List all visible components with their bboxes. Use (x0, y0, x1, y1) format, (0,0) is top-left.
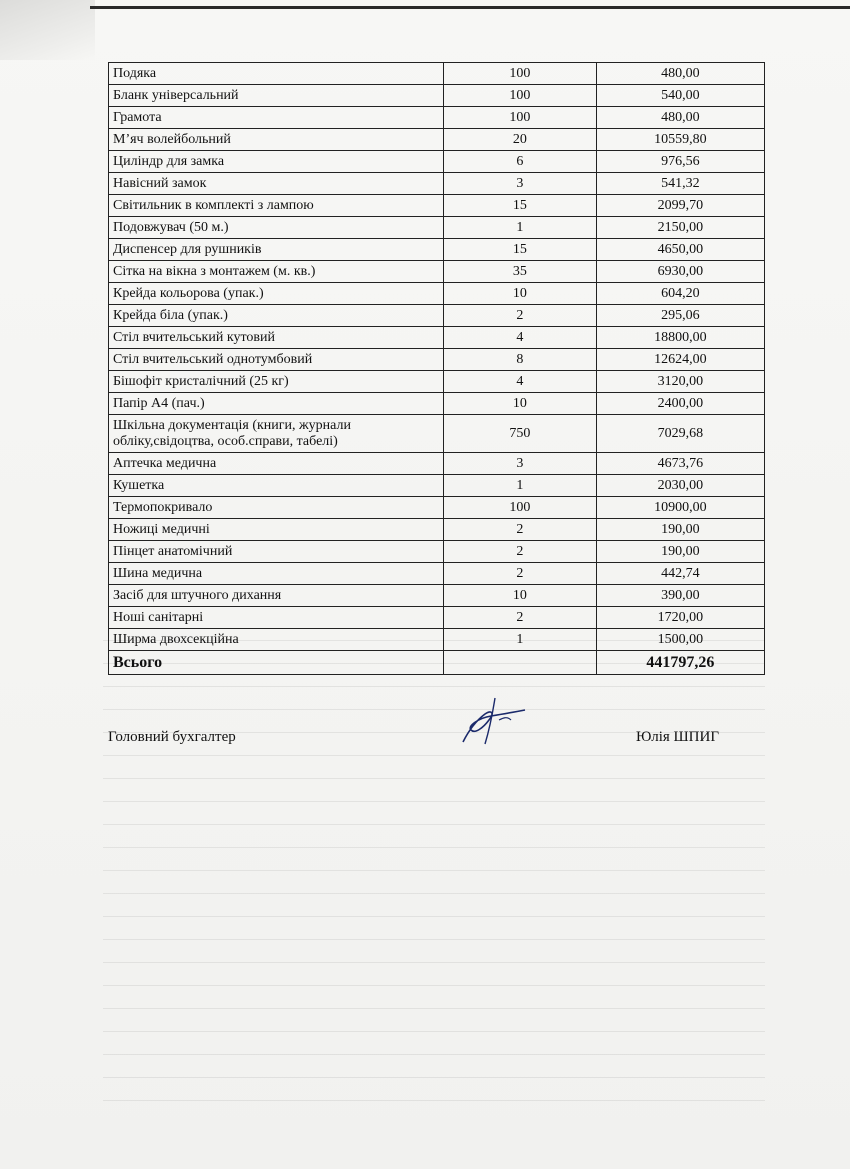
item-name: Світильник в комплекті з лампою (109, 195, 444, 217)
table-row (109, 629, 765, 651)
item-name: Крейда кольорова (упак.) (109, 283, 444, 305)
table-row (109, 261, 765, 283)
item-sum: 190,00 (596, 541, 764, 563)
item-sum: 12624,00 (596, 349, 764, 371)
item-sum: 1720,00 (596, 607, 764, 629)
item-name: Бланк універсальний (109, 85, 444, 107)
item-sum: 4673,76 (596, 453, 764, 475)
item-name: Папір А4 (пач.) (109, 393, 444, 415)
item-quantity: 35 (443, 261, 596, 283)
item-sum: 10559,80 (596, 129, 764, 151)
item-name: Аптечка медична (109, 453, 444, 475)
item-name: Навісний замок (109, 173, 444, 195)
item-name: Циліндр для замка (109, 151, 444, 173)
table-row (109, 541, 765, 563)
item-name: Ноші санітарні (109, 607, 444, 629)
table-row (109, 371, 765, 393)
item-name: Стіл вчительський кутовий (109, 327, 444, 349)
item-name: Ширма двохсекційна (109, 629, 444, 651)
item-quantity: 10 (443, 585, 596, 607)
item-name: Стіл вчительський однотумбовий (109, 349, 444, 371)
item-quantity: 4 (443, 327, 596, 349)
item-quantity: 15 (443, 239, 596, 261)
table-row (109, 195, 765, 217)
scan-top-edge (90, 6, 850, 9)
item-quantity: 3 (443, 173, 596, 195)
table-row (109, 63, 765, 85)
item-quantity: 10 (443, 283, 596, 305)
item-sum: 6930,00 (596, 261, 764, 283)
total-sum: 441797,26 (596, 651, 764, 675)
table-row (109, 85, 765, 107)
table-row (109, 129, 765, 151)
item-sum: 976,56 (596, 151, 764, 173)
table-row (109, 607, 765, 629)
item-sum: 480,00 (596, 63, 764, 85)
item-name: Грамота (109, 107, 444, 129)
table-row (109, 585, 765, 607)
item-name: М’яч волейбольний (109, 129, 444, 151)
table-row (109, 475, 765, 497)
item-quantity: 2 (443, 541, 596, 563)
accountant-name: Юлія ШПИГ (636, 729, 719, 745)
table-row (109, 217, 765, 239)
item-sum: 7029,68 (596, 415, 764, 453)
item-quantity: 100 (443, 85, 596, 107)
table-row (109, 305, 765, 327)
item-sum: 3120,00 (596, 371, 764, 393)
item-quantity: 2 (443, 519, 596, 541)
item-name: Крейда біла (упак.) (109, 305, 444, 327)
table-row (109, 283, 765, 305)
item-name: Термопокривало (109, 497, 444, 519)
total-row (109, 651, 765, 675)
signature-mark (455, 690, 530, 750)
item-sum: 1500,00 (596, 629, 764, 651)
item-quantity: 2 (443, 305, 596, 327)
item-name: Сітка на вікна з монтажем (м. кв.) (109, 261, 444, 283)
item-quantity: 20 (443, 129, 596, 151)
item-quantity: 1 (443, 217, 596, 239)
item-quantity: 3 (443, 453, 596, 475)
table-row (109, 151, 765, 173)
item-name: Шина медична (109, 563, 444, 585)
item-name: Пінцет анатомічний (109, 541, 444, 563)
item-sum: 190,00 (596, 519, 764, 541)
item-name: Засіб для штучного дихання (109, 585, 444, 607)
item-sum: 2400,00 (596, 393, 764, 415)
item-sum: 604,20 (596, 283, 764, 305)
item-sum: 541,32 (596, 173, 764, 195)
item-quantity: 15 (443, 195, 596, 217)
item-name: Диспенсер для рушників (109, 239, 444, 261)
item-quantity: 750 (443, 415, 596, 453)
table-row (109, 393, 765, 415)
item-sum: 4650,00 (596, 239, 764, 261)
total-qty-cell (443, 651, 596, 675)
item-sum: 540,00 (596, 85, 764, 107)
items-table (108, 62, 765, 675)
table-row (109, 519, 765, 541)
item-sum: 442,74 (596, 563, 764, 585)
item-name: Шкільна документація (книги, журнали обліку,свідоцтва, особ.справи, табелі) (109, 415, 444, 453)
item-quantity: 1 (443, 475, 596, 497)
table-row (109, 173, 765, 195)
item-quantity: 100 (443, 63, 596, 85)
item-quantity: 10 (443, 393, 596, 415)
item-quantity: 6 (443, 151, 596, 173)
table-row (109, 497, 765, 519)
item-name: Кушетка (109, 475, 444, 497)
bleed-through-lines (103, 640, 765, 1115)
page-fold-shadow (0, 0, 95, 60)
item-quantity: 100 (443, 107, 596, 129)
table-row (109, 107, 765, 129)
item-name: Подяка (109, 63, 444, 85)
table-row (109, 349, 765, 371)
item-name: Бішофіт кристалічний (25 кг) (109, 371, 444, 393)
item-sum: 2099,70 (596, 195, 764, 217)
item-sum: 2150,00 (596, 217, 764, 239)
item-quantity: 2 (443, 563, 596, 585)
accountant-position: Головний бухгалтер (108, 729, 236, 745)
table-row (109, 327, 765, 349)
item-quantity: 8 (443, 349, 596, 371)
item-sum: 390,00 (596, 585, 764, 607)
total-label: Всього (109, 651, 444, 675)
item-sum: 18800,00 (596, 327, 764, 349)
item-quantity: 2 (443, 607, 596, 629)
table-row (109, 563, 765, 585)
items-table-body (109, 63, 765, 651)
item-quantity: 4 (443, 371, 596, 393)
table-row (109, 239, 765, 261)
item-name: Подовжувач (50 м.) (109, 217, 444, 239)
item-sum: 480,00 (596, 107, 764, 129)
item-name: Ножиці медичні (109, 519, 444, 541)
item-sum: 10900,00 (596, 497, 764, 519)
item-sum: 295,06 (596, 305, 764, 327)
table-row (109, 453, 765, 475)
item-sum: 2030,00 (596, 475, 764, 497)
item-quantity: 1 (443, 629, 596, 651)
table-row (109, 415, 765, 453)
item-quantity: 100 (443, 497, 596, 519)
